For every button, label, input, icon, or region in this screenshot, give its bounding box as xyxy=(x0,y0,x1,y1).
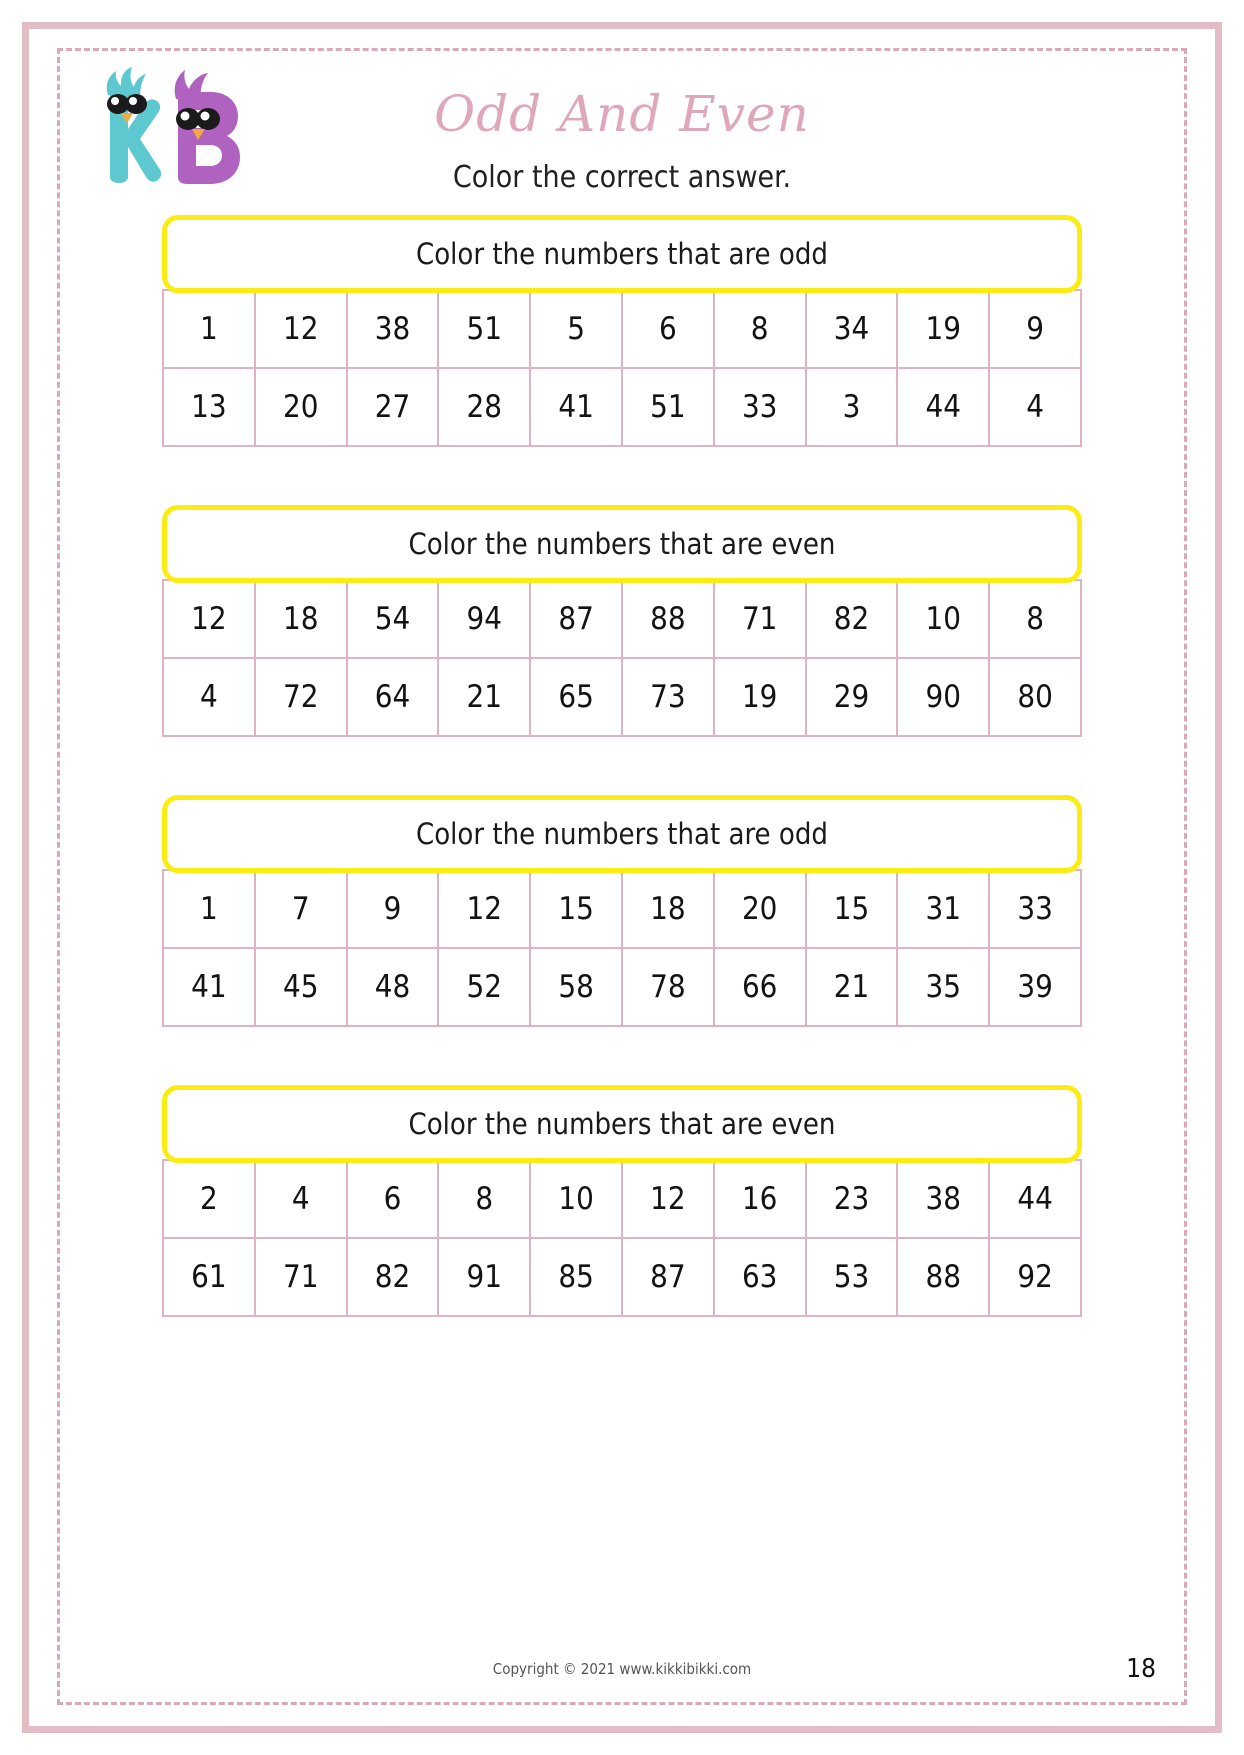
number-cell[interactable]: 10 xyxy=(897,580,989,658)
number-cell[interactable]: 90 xyxy=(897,658,989,736)
exercise-block-4 xyxy=(80,1085,1164,1317)
table-row xyxy=(163,368,1081,446)
exercise-instruction-4: Color the numbers that are even xyxy=(162,1085,1082,1163)
number-cell[interactable]: 80 xyxy=(989,658,1081,736)
number-cell[interactable]: 9 xyxy=(347,870,439,948)
number-cell[interactable]: 64 xyxy=(347,658,439,736)
number-cell[interactable]: 12 xyxy=(255,290,347,368)
number-cell[interactable]: 8 xyxy=(438,1160,530,1238)
number-cell[interactable]: 4 xyxy=(989,368,1081,446)
number-cell[interactable]: 15 xyxy=(530,870,622,948)
number-cell[interactable]: 18 xyxy=(255,580,347,658)
number-cell[interactable]: 12 xyxy=(438,870,530,948)
exercise-instruction-3: Color the numbers that are odd xyxy=(162,795,1082,873)
number-cell[interactable]: 51 xyxy=(622,368,714,446)
number-cell[interactable]: 54 xyxy=(347,580,439,658)
number-cell[interactable]: 65 xyxy=(530,658,622,736)
number-cell[interactable]: 33 xyxy=(989,870,1081,948)
number-cell[interactable]: 21 xyxy=(438,658,530,736)
number-cell[interactable]: 63 xyxy=(714,1238,806,1316)
number-cell[interactable]: 12 xyxy=(163,580,255,658)
number-cell[interactable]: 39 xyxy=(989,948,1081,1026)
number-cell[interactable]: 27 xyxy=(347,368,439,446)
number-cell[interactable]: 45 xyxy=(255,948,347,1026)
number-cell[interactable]: 38 xyxy=(347,290,439,368)
number-cell[interactable]: 66 xyxy=(714,948,806,1026)
number-cell[interactable]: 1 xyxy=(163,290,255,368)
exercise-block-2 xyxy=(80,505,1164,737)
number-cell[interactable]: 20 xyxy=(714,870,806,948)
number-cell[interactable]: 2 xyxy=(163,1160,255,1238)
number-cell[interactable]: 82 xyxy=(806,580,898,658)
number-cell[interactable]: 51 xyxy=(438,290,530,368)
number-cell[interactable]: 48 xyxy=(347,948,439,1026)
number-cell[interactable]: 15 xyxy=(806,870,898,948)
page-footer xyxy=(80,1654,1164,1694)
number-cell[interactable]: 41 xyxy=(163,948,255,1026)
exercise-instruction-1: Color the numbers that are odd xyxy=(162,215,1082,293)
exercise-block-1 xyxy=(80,215,1164,447)
number-cell[interactable]: 72 xyxy=(255,658,347,736)
copyright-text: Copyright © 2021 www.kikkibikki.com xyxy=(492,1660,752,1678)
number-cell[interactable]: 87 xyxy=(622,1238,714,1316)
number-cell[interactable]: 28 xyxy=(438,368,530,446)
number-cell[interactable]: 6 xyxy=(622,290,714,368)
number-cell[interactable]: 19 xyxy=(714,658,806,736)
number-grid-1 xyxy=(162,289,1082,447)
number-cell[interactable]: 6 xyxy=(347,1160,439,1238)
number-cell[interactable]: 35 xyxy=(897,948,989,1026)
number-cell[interactable]: 78 xyxy=(622,948,714,1026)
page-content xyxy=(80,55,1164,1700)
number-cell[interactable]: 91 xyxy=(438,1238,530,1316)
number-cell[interactable]: 4 xyxy=(163,658,255,736)
number-cell[interactable]: 1 xyxy=(163,870,255,948)
number-cell[interactable]: 88 xyxy=(897,1238,989,1316)
number-cell[interactable]: 18 xyxy=(622,870,714,948)
number-cell[interactable]: 94 xyxy=(438,580,530,658)
number-cell[interactable]: 9 xyxy=(989,290,1081,368)
table-row xyxy=(163,290,1081,368)
number-grid-2 xyxy=(162,579,1082,737)
table-row xyxy=(163,580,1081,658)
number-cell[interactable]: 4 xyxy=(255,1160,347,1238)
number-cell[interactable]: 8 xyxy=(714,290,806,368)
number-cell[interactable]: 52 xyxy=(438,948,530,1026)
number-cell[interactable]: 44 xyxy=(989,1160,1081,1238)
number-cell[interactable]: 44 xyxy=(897,368,989,446)
number-cell[interactable]: 31 xyxy=(897,870,989,948)
number-cell[interactable]: 58 xyxy=(530,948,622,1026)
page-header xyxy=(80,55,1164,215)
number-cell[interactable]: 21 xyxy=(806,948,898,1026)
page-number: 18 xyxy=(1126,1654,1156,1684)
number-cell[interactable]: 29 xyxy=(806,658,898,736)
table-row xyxy=(163,870,1081,948)
number-cell[interactable]: 34 xyxy=(806,290,898,368)
number-cell[interactable]: 71 xyxy=(714,580,806,658)
number-cell[interactable]: 85 xyxy=(530,1238,622,1316)
table-row xyxy=(163,658,1081,736)
page-title: Odd And Even xyxy=(434,85,810,143)
number-cell[interactable]: 41 xyxy=(530,368,622,446)
number-cell[interactable]: 3 xyxy=(806,368,898,446)
number-cell[interactable]: 8 xyxy=(989,580,1081,658)
page-subtitle: Color the correct answer. xyxy=(452,160,792,195)
number-cell[interactable]: 7 xyxy=(255,870,347,948)
number-cell[interactable]: 10 xyxy=(530,1160,622,1238)
number-cell[interactable]: 38 xyxy=(897,1160,989,1238)
number-cell[interactable]: 19 xyxy=(897,290,989,368)
number-cell[interactable]: 87 xyxy=(530,580,622,658)
number-grid-3 xyxy=(162,869,1082,1027)
number-cell[interactable]: 12 xyxy=(622,1160,714,1238)
number-grid-4 xyxy=(162,1159,1082,1317)
number-cell[interactable]: 5 xyxy=(530,290,622,368)
number-cell[interactable]: 82 xyxy=(347,1238,439,1316)
number-cell[interactable]: 23 xyxy=(806,1160,898,1238)
table-row xyxy=(163,1160,1081,1238)
number-cell[interactable]: 33 xyxy=(714,368,806,446)
number-cell[interactable]: 61 xyxy=(163,1238,255,1316)
number-cell[interactable]: 53 xyxy=(806,1238,898,1316)
number-cell[interactable]: 16 xyxy=(714,1160,806,1238)
number-cell[interactable]: 13 xyxy=(163,368,255,446)
number-cell[interactable]: 20 xyxy=(255,368,347,446)
table-row xyxy=(163,948,1081,1026)
number-cell[interactable]: 88 xyxy=(622,580,714,658)
table-row xyxy=(163,1238,1081,1316)
exercise-instruction-2: Color the numbers that are even xyxy=(162,505,1082,583)
exercise-block-3 xyxy=(80,795,1164,1027)
number-cell[interactable]: 92 xyxy=(989,1238,1081,1316)
number-cell[interactable]: 71 xyxy=(255,1238,347,1316)
number-cell[interactable]: 73 xyxy=(622,658,714,736)
